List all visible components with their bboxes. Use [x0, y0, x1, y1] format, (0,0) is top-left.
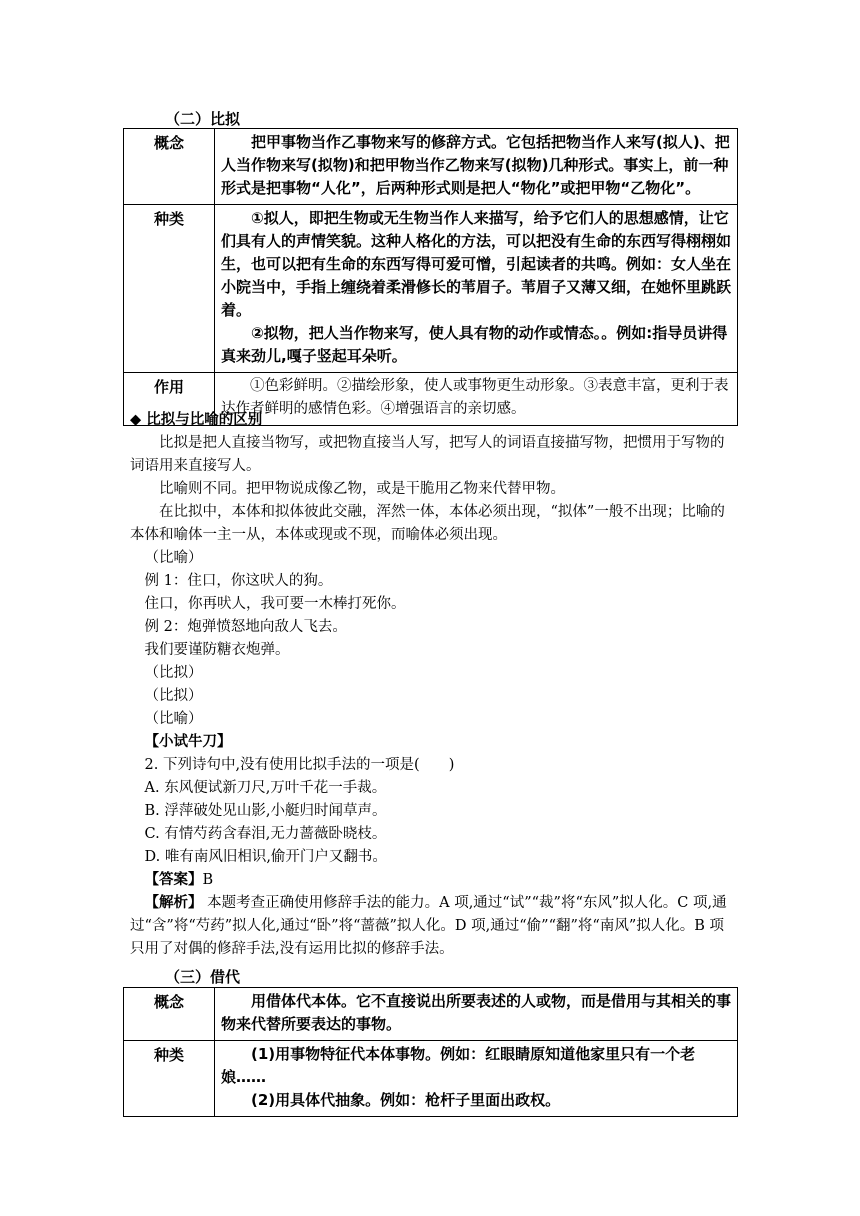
option-a: A. 东风便试新刀尺,万叶千花一手裁。 — [144, 780, 387, 796]
row-label-effect: 作用 — [124, 373, 215, 426]
effect-text: ①色彩鲜明。②描绘形象，使人或事物更生动形象。③表意丰富，更利于表达作者鲜明的感情色彩。④增强语言的亲切感。 — [221, 378, 729, 417]
difference-section — [130, 409, 735, 961]
practice-question: 2. 下列诗句中,没有使用比拟手法的一项是( ) — [144, 757, 455, 773]
section-heading-metonymy: （三）借代 — [165, 968, 241, 986]
analysis-label: 【解析】 — [144, 895, 203, 911]
row-label-concept: 概念 — [124, 988, 215, 1041]
metonymy-types-paragraph-2: (2)用具体代抽象。例如：枪杆子里面出政权。 — [251, 1091, 561, 1109]
table-row — [124, 129, 738, 205]
row-label-types: 种类 — [124, 1041, 215, 1117]
difference-paragraph-3: 在比拟中，本体和拟体彼此交融，浑然一体，本体必须出现，“拟体”一般不出现；比喻的本体和喻体一主一从，本体或现或不现，而喻体必须出现。 — [130, 504, 725, 543]
metonymy-types-paragraph-1: (1)用事物特征代本体事物。例如：红眼睛原知道他家里只有一个老娘…… — [221, 1045, 696, 1086]
example-1b: 住口，你再吠人，我可要一木棒打死你。 — [144, 596, 406, 612]
example-tag: （比拟） — [144, 665, 203, 681]
example-tag: （比拟） — [144, 688, 203, 704]
table-row — [124, 1041, 738, 1117]
difference-paragraph-2: 比喻则不同。把甲物说成像乙物，或是干脆用乙物来代替甲物。 — [159, 481, 565, 497]
option-c: C. 有情芍药含春泪,无力蔷薇卧晓枝。 — [144, 826, 387, 842]
table-row — [124, 988, 738, 1041]
answer-value: B — [202, 872, 214, 888]
row-label-types: 种类 — [124, 205, 215, 373]
answer-line — [130, 869, 735, 892]
example-tag: （比喻） — [144, 711, 203, 727]
analysis-text: 本题考查正确使用修辞手法的能力。A 项,通过“试”“裁”将“东风”拟人化。C 项,通过“含”将“芍药”拟人化,通过“卧”将“蔷薇”拟人化。D 项,通过“偷”“翻”将“南风”拟人化。B 项只用了对偶的修辞手法,没有运用比拟的修辞手法。 — [130, 895, 727, 957]
metonymy-concept-text: 用借体代本体。它不直接说出所要表述的人或物，而是借用与其相关的事物来代替所要表达的事物。 — [221, 992, 732, 1033]
answer-label: 【答案】 — [144, 872, 203, 888]
section-heading-metaphor: （二）比拟 — [165, 110, 241, 128]
types-paragraph-1: ①拟人，即把生物或无生物当作人来描写，给予它们人的思想感情，让它们具有人的声情笑貌。这种人格化的方法，可以把没有生命的东西写得栩栩如生，也可以把有生命的东西写得可爱可憎，引起读者的共鸣。例如：女人坐在小院当中，手指上缠绕着柔滑修长的苇眉子。苇眉子又薄又细，在她怀里跳跃着。 — [221, 209, 732, 319]
types-paragraph-2: ②拟物，把人当作物来写，使人具有物的动作或情态。。例如:指导员讲得真来劲儿,嘎子竖起耳朵听。 — [221, 324, 728, 365]
practice-heading: 【小试牛刀】 — [144, 734, 232, 750]
example-2: 例 2：炮弹愤怒地向敌人飞去。 — [144, 619, 347, 635]
concept-text: 把甲事物当作乙事物来写的修辞方式。它包括把物当作人来写(拟人)、把人当作物来写(拟物)和把甲物当作乙物来写(拟物)几种形式。事实上，前一种形式是把事物“人化”，后两种形式则是把人“物化”或把甲物“乙物化”。 — [221, 133, 730, 197]
row-label-concept: 概念 — [124, 129, 215, 205]
option-b: B. 浮萍破处见山影,小艇归时闻草声。 — [144, 803, 387, 819]
analysis-paragraph — [130, 892, 735, 961]
table-row — [124, 205, 738, 373]
personification-table — [123, 128, 738, 426]
example-2b: 我们要谨防糖衣炮弹。 — [144, 642, 290, 658]
example-1: 例 1：住口，你这吠人的狗。 — [144, 573, 333, 589]
difference-paragraph-1: 比拟是把人直接当物写，或把物直接当人写，把写人的词语直接描写物，把惯用于写物的词语用来直接写人。 — [130, 435, 725, 474]
example-tag: （比喻） — [144, 550, 203, 566]
metonymy-table — [123, 987, 738, 1117]
option-d: D. 唯有南风旧相识,偷开门户又翻书。 — [144, 849, 387, 865]
difference-heading: ◆ 比拟与比喻的区别 — [130, 412, 263, 428]
